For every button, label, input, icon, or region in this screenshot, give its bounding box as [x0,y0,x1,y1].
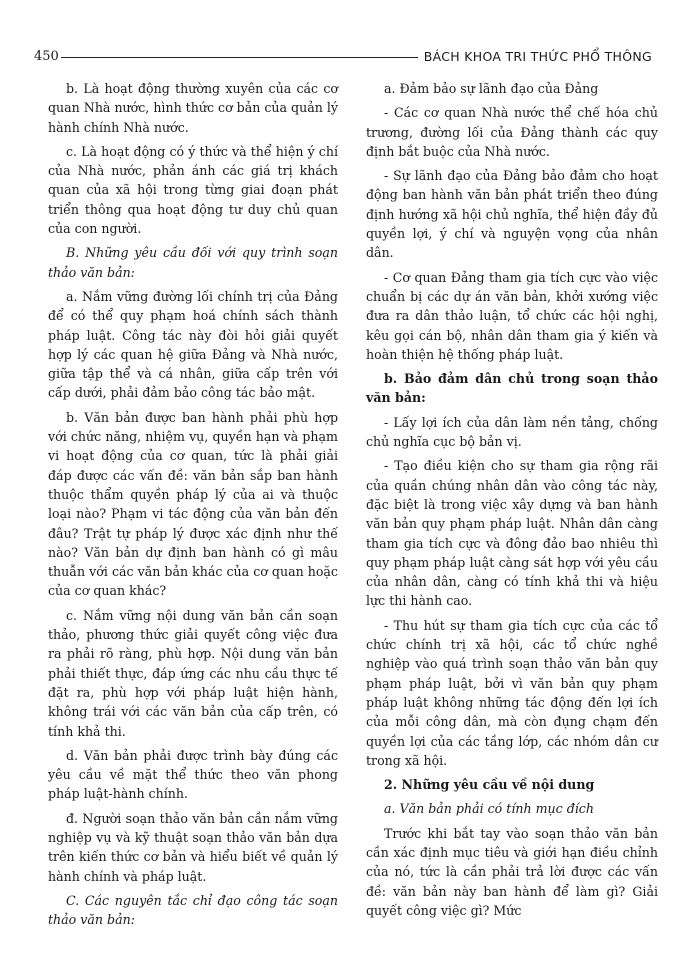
paragraph: - Lấy lợi ích của dân làm nền tảng, chống chủ nghĩa cục bộ bản vị. [366,414,658,450]
paragraph: b. Là hoạt động thường xuyên của các cơ quan Nhà nước, hình thức cơ bản của quản lý hành chính Nhà nước. [48,81,338,135]
paragraph: c. Nắm vững nội dung văn bản cần soạn thảo, phương thức giải quyết công việc đưa ra phải rõ ràng, phù hợp. Nội dung văn bản phải thiết thực, đáp ứng các nhu cầu thực tế đặt ra, phù hợp với pháp luật hiện hành, không trái với các văn bản của cấp trên, có tính khả thi. [48,607,338,739]
paragraph: a. Văn bản phải có tính mục đích [384,801,594,817]
paragraph: đ. Người soạn thảo văn bản cần nắm vững nghiệp vụ và kỹ thuật soạn thảo văn bản dựa trên kiến thức cơ bản và hiểu biết về quản lý hành chính và pháp luật. [48,810,338,884]
header-rule [61,57,418,58]
paragraph: 2. Những yêu cầu về nội dung [384,777,595,793]
paragraph: Trước khi bắt tay vào soạn thảo văn bản cần xác định mục tiêu và giới hạn điều chỉnh của nó, tức là cần phải trả lời được các vấn đề: văn bản này ban hành để làm gì? Giải quyết công việc gì? Mức [366,825,658,918]
paragraph: - Thu hút sự tham gia tích cực của các tổ chức chính trị xã hội, các tổ chức nghề nghiệp vào quá trình soạn thảo văn bản quy phạm pháp luật, bởi vì văn bản quy phạm pháp luật không những tác động đến lợi ích của mỗi công dân, mà còn đụng chạm đến quyền lợi của các tầng lớp, các nhóm dân cư trong xã hội. [366,617,658,768]
paragraph: - Cơ quan Đảng tham gia tích cực vào việc chuẩn bị các dự án văn bản, khởi xướng việc đưa ra dân thảo luận, tổ chức các hội nghị, kêu gọi cán bộ, nhân dân tham gia ý kiến và hoàn thiện hệ thống pháp luật. [366,269,658,362]
paragraph: b. Bảo đảm dân chủ trong soạn thảo văn bản: [366,371,658,406]
page-header [34,46,652,66]
running-title: BÁCH KHOA TRI THỨC PHỔ THÔNG [423,48,652,64]
left-column [48,79,338,934]
paragraph: B. Những yêu cầu đối với quy trình soạn thảo văn bản: [48,245,338,280]
paragraph: - Tạo điều kiện cho sự tham gia rộng rãi của quần chúng nhân dân vào công tác này, đặc biệt là trong việc xây dựng và ban hành văn bản quy phạm pháp luật. Nhân dân càng tham gia tích cực và đông đảo bao nhiêu thì quy phạm pháp luật càng sát hợp với yêu cầu của nhân dân, càng có tính khả thi và hiệu lực thi hành cao. [366,458,658,609]
paragraph: - Các cơ quan Nhà nước thể chế hóa chủ trương, đường lối của Đảng thành các quy định bắt buộc của Nhà nước. [366,105,658,159]
paragraph: C. Các nguyên tắc chỉ đạo công tác soạn thảo văn bản: [48,892,338,928]
paragraph: a. Đảm bảo sự lãnh đạo của Đảng [384,81,599,96]
right-column [366,79,658,925]
paragraph: c. Là hoạt động có ý thức và thể hiện ý chí của Nhà nước, phản ánh các giá trị khách quan của xã hội trong từng giai đoạn phát triển thông qua hoạt động tư duy chủ quan của con người. [48,143,338,237]
paragraph: a. Nắm vững đường lối chính trị của Đảng để có thể quy phạm hoá chính sách thành pháp luật. Công tác này đòi hỏi giải quyết hợp lý các quan hệ giữa Đảng và Nhà nước, giữa tập thể và cá nhân, giữa cấp trên với cấp dưới, phải đảm bảo công tác bảo mật. [48,288,338,401]
page-number: 450 [34,48,59,64]
paragraph: d. Văn bản phải được trình bày đúng các yêu cầu về mặt thể thức theo văn phong pháp luật-hành chính. [48,747,338,802]
paragraph: b. Văn bản được ban hành phải phù hợp với chức năng, nhiệm vụ, quyền hạn và phạm vi hoạt động của cơ quan, tức là phải giải đáp được các vấn đề: văn bản sắp ban hành thuộc thẩm quyền pháp lý của ai và thuộc loại nào? Phạm vi tác động của văn bản đến đâu? Trật tự pháp lý được xác định như thế nào? Văn bản dự định ban hành có gì mâu thuẫn với các văn bản khác của cơ quan hoặc của cơ quan khác? [48,409,338,599]
paragraph: - Sự lãnh đạo của Đảng bảo đảm cho hoạt động ban hành văn bản phát triển theo đúng định hướng xã hội chủ nghĩa, thể hiện đầy đủ quyền lợi, ý chí và nguyện vọng của nhân dân. [366,168,658,261]
